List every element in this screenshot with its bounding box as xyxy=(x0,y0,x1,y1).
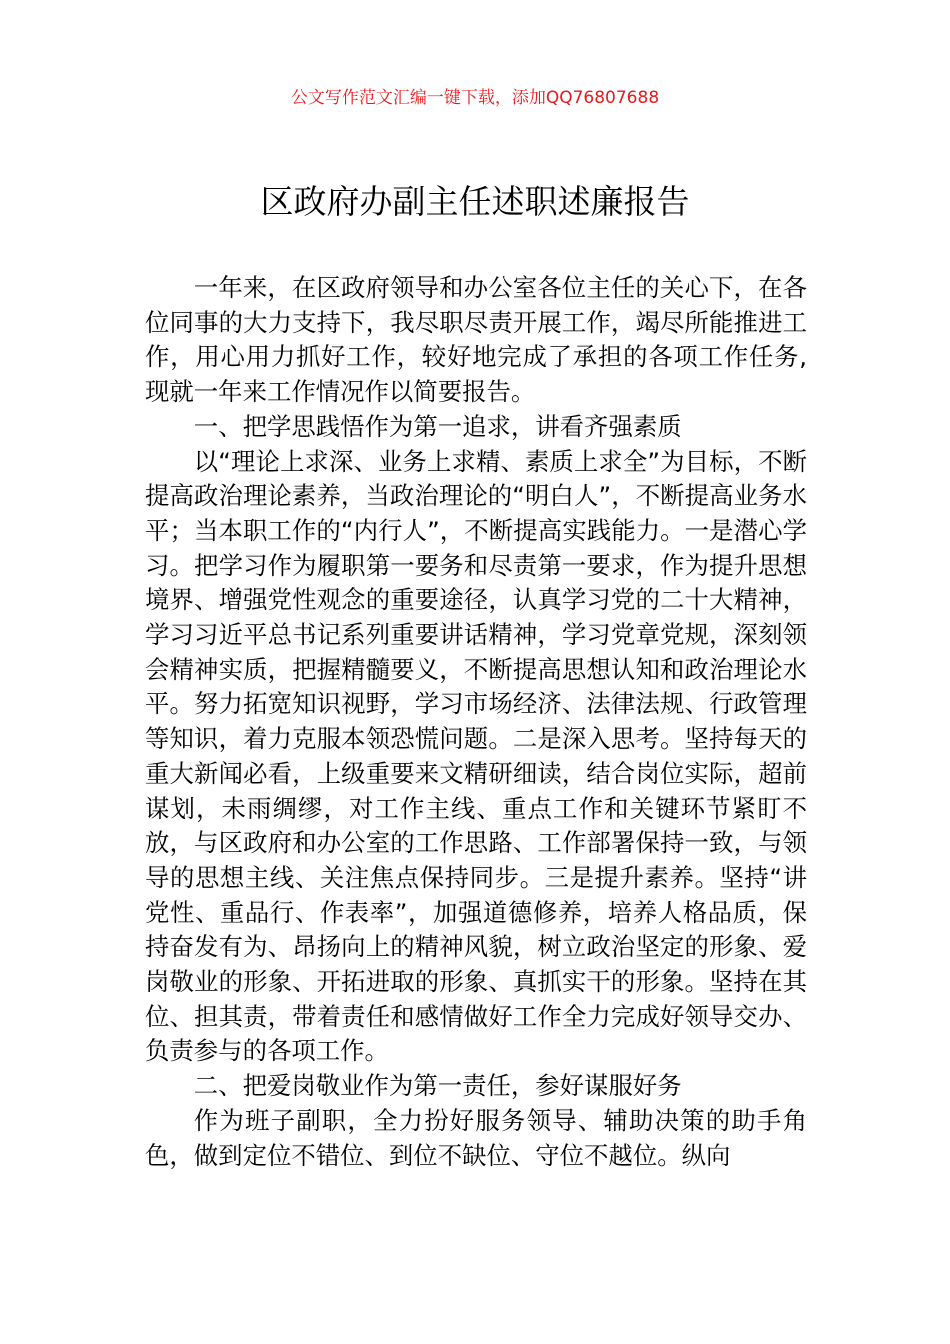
download-banner: 公文写作范文汇编一键下载，添加QQ76807688 xyxy=(290,88,660,108)
section-2-paragraph: 作为班子副职，全力扮好服务领导、辅助决策的助手角色，做到定位不错位、到位不缺位、守位不越位。纵向 xyxy=(145,1105,807,1170)
section-heading-2: 二、把爱岗敬业作为第一责任，参好谋服好务 xyxy=(193,1071,682,1101)
section-heading-1: 一、把学思践悟作为第一追求，讲看齐强素质 xyxy=(193,411,682,441)
document-title: 区政府办副主任述职述廉报告 xyxy=(260,182,690,221)
document-body xyxy=(145,271,807,1173)
intro-paragraph: 一年来，在区政府领导和办公室各位主任的关心下，在各位同事的大力支持下，我尽职尽责开展工作，竭尽所能推进工作，用心用力抓好工作，较好地完成了承担的各项工作任务,现就一年来工作情况作以简要报告。 xyxy=(145,273,807,407)
section-1-paragraph: 以“理论上求深、业务上求精、素质上求全”为目标，不断提高政治理论素养，当政治理论的“明白人”，不断提高业务水平；当本职工作的“内行人”，不断提高实践能力。一是潜心学习。把学习作为履职第一要务和尽责第一要求，作为提升思想境界、增强党性观念的重要途径，认真学习党的二十大精神，学习习近平总书记系列重要讲话精神，学习党章党规，深刻领会精神实质，把握精髓要义，不断提高思想认知和政治理论水平。努力拓宽知识视野，学习市场经济、法律法规、行政管理等知识，着力克服本领恐慌问题。二是深入思考。坚持每天的重大新闻必看，上级重要来文精研细读，结合岗位实际，超前谋划，未雨绸缪，对工作主线、重点工作和关键环节紧盯不放，与区政府和办公室的工作思路、工作部署保持一致，与领导的思想主线、关注焦点保持同步。三是提升素养。坚持“讲党性、重品行、作表率”，加强道德修养，培养人格品质，保持奋发有为、昂扬向上的精神风貌，树立政治坚定的形象、爱岗敬业的形象、开拓进取的形象、真抓实干的形象。坚持在其位、担其责，带着责任和感情做好工作全力完成好领导交办、负责参与的各项工作。 xyxy=(145,446,807,1066)
